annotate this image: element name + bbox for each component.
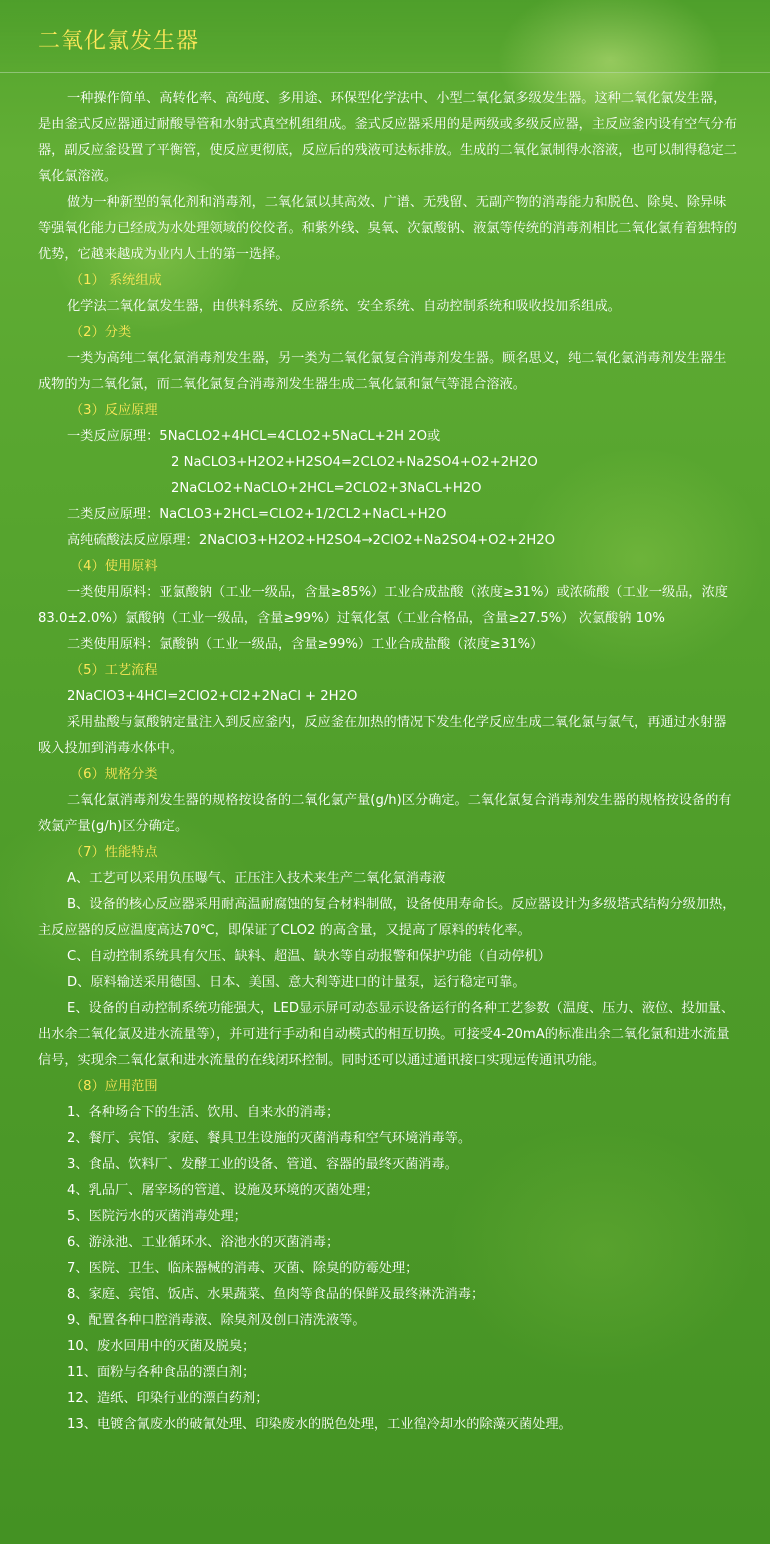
application-item: 1、各种场合下的生活、饮用、自来水的消毒； [67,1105,340,1120]
application-item: 13、电镀含氰废水的破氰处理、印染废水的脱色处理，工业徨冷却水的除藻灭菌处理。 [67,1417,572,1432]
feature-a: A、工艺可以采用负压曝气、正压注入技术来生产二氧化氯消毒液 [67,871,446,886]
application-item: 9、配置各种口腔消毒液、除臭剂及创口清洗液等。 [67,1313,366,1328]
reaction-line-1: 一类反应原理：5NaCLO2+4HCL=4CLO2+5NaCL+2H 2O或 [67,429,441,444]
process-equation: 2NaClO3+4HCl=2ClO2+Cl2+2NaCl + 2H2O [67,689,358,704]
reaction-line-5: 高纯硫酸法反应原理：2NaClO3+H2O2+H2SO4→2ClO2+Na2SO4+O2+2H2O [67,533,556,548]
intro-paragraph-1: 一种操作简单、高转化率、高纯度、多用途、环保型化学法中、小型二氧化氯多级发生器。这种二氧化氯发生器，是由釜式反应器通过耐酸导管和水射式真空机组组成。釜式反应器采用的是两级或多级反应器，主反应釜内设有空气分布器，副反应釜设置了平衡管，使反应更彻底，反应后的残液可达标排放。生成的二氧化氯制得水溶液，也可以制得稳定二氧化氯溶液。 [38,91,737,184]
application-item: 2、餐厅、宾馆、家庭、餐具卫生设施的灭菌消毒和空气环境消毒等。 [67,1131,472,1146]
application-item: 7、医院、卫生、临床器械的消毒、灭菌、除臭的防霉处理； [67,1261,419,1276]
section-heading-applications: （8）应用范围 [70,1079,158,1094]
raw-materials-type-2: 二类使用原料：氯酸钠（工业一级品，含量≥99%）工业合成盐酸（浓度≥31%） [67,637,544,652]
application-item: 10、废水回用中的灭菌及脱臭； [67,1339,256,1354]
raw-materials-type-1: 一类使用原料：亚氯酸钠（工业一级品，含量≥85%）工业合成盐酸（浓度≥31%）或浓硫酸（工业一级品，浓度83.0±2.0%）氯酸钠（工业一级品，含量≥99%）过氧化氢（工业合格品，含量≥27.5%） 次氯酸钠 10% [38,585,728,626]
page-title: 二氧化氯发生器 [38,29,200,54]
specifications-text: 二氧化氯消毒剂发生器的规格按设备的二氧化氯产量(g/h)区分确定。二氧化氯复合消毒剂发生器的规格按设备的有效氯产量(g/h)区分确定。 [38,793,732,834]
section-heading-composition: （1） 系统组成 [70,273,162,288]
feature-e: E、设备的自动控制系统功能强大，LED显示屏可动态显示设备运行的各种工艺参数（温度、压力、液位、投加量、出水余二氧化氯及进水流量等），并可进行手动和自动模式的相互切换。可接受4-20mA的标准出余二氧化氯和进水流量信号，实现余二氧化氯和进水流量的在线闭环控制。同时还可以通过通讯接口实现远传通讯功能。 [38,1001,735,1068]
application-item: 3、食品、饮料厂、发酵工业的设备、管道、容器的最终灭菌消毒。 [67,1157,458,1172]
section-heading-raw-materials: （4）使用原料 [70,559,158,574]
feature-d: D、原料输送采用德国、日本、美国、意大利等进口的计量泵，运行稳定可靠。 [67,975,526,990]
section-heading-specifications: （6）规格分类 [70,767,158,782]
article-body [38,86,738,1438]
section-heading-process-flow: （5）工艺流程 [70,663,158,678]
section-heading-features: （7）性能特点 [70,845,158,860]
application-item: 4、乳品厂、屠宰场的管道、设施及环境的灭菌处理； [67,1183,379,1198]
application-item: 5、医院污水的灭菌消毒处理； [67,1209,247,1224]
process-text: 采用盐酸与氯酸钠定量注入到反应釜内，反应釜在加热的情况下发生化学反应生成二氧化氯与氯气，再通过水射器吸入投加到消毒水体中。 [38,715,727,756]
classification-text: 一类为高纯二氧化氯消毒剂发生器，另一类为二氧化氯复合消毒剂发生器。顾名思义，纯二氧化氯消毒剂发生器生成物的为二氧化氯，而二氧化氯复合消毒剂发生器生成二氧化氯和氯气等混合溶液。 [38,351,727,392]
section-heading-reaction-principle: （3）反应原理 [70,403,158,418]
application-item: 6、游泳池、工业循环水、浴池水的灭菌消毒； [67,1235,340,1250]
section-heading-classification: （2）分类 [70,325,132,340]
application-item: 8、家庭、宾馆、饭店、水果蔬菜、鱼肉等食品的保鲜及最终淋洗消毒； [67,1287,485,1302]
composition-text: 化学法二氧化氯发生器，由供料系统、反应系统、安全系统、自动控制系统和吸收投加系组成。 [67,299,621,314]
feature-c: C、自动控制系统具有欠压、缺料、超温、缺水等自动报警和保护功能（自动停机） [67,949,551,964]
title-bar [0,0,770,73]
reaction-line-3: 2NaCLO2+NaCLO+2HCL=2CLO2+3NaCL+H2O [171,481,482,496]
application-item: 12、造纸、印染行业的漂白药剂； [67,1391,269,1406]
reaction-line-4: 二类反应原理：NaCLO3+2HCL=CLO2+1/2CL2+NaCL+H2O [67,507,447,522]
application-item: 11、面粉与各种食品的漂白剂； [67,1365,256,1380]
feature-b: B、设备的核心反应器采用耐高温耐腐蚀的复合材料制做，设备使用寿命长。反应器设计为多级塔式结构分级加热，主反应器的反应温度高达70℃，即保证了CLO2 的高含量，又提高了原料的转化率。 [38,897,736,938]
intro-paragraph-2: 做为一种新型的氧化剂和消毒剂，二氧化氯以其高效、广谱、无残留、无副产物的消毒能力和脱色、除臭、除异味等强氧化能力已经成为水处理领域的佼佼者。和紫外线、臭氧、次氯酸钠、液氯等传统的消毒剂相比二氧化氯有着独特的优势，它越来越成为业内人士的第一选择。 [38,195,737,262]
reaction-line-2: 2 NaCLO3+H2O2+H2SO4=2CLO2+Na2SO4+O2+2H2O [171,455,538,470]
